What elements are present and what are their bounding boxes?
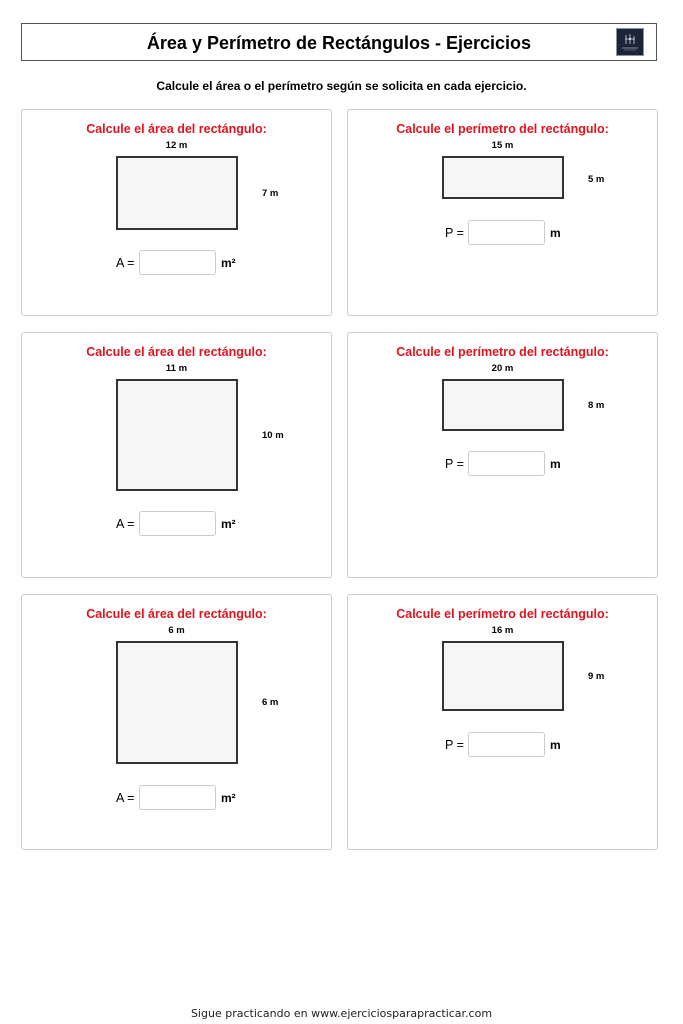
height-label: 7 m (262, 188, 279, 199)
site-logo (616, 28, 644, 56)
answer-unit: m (550, 457, 561, 471)
exercise-title: Calcule el área del rectángulo: (86, 345, 267, 359)
logo-icon (617, 29, 643, 55)
height-label: 5 m (588, 174, 605, 185)
exercise-card-5 (21, 594, 332, 850)
exercise-card-1 (21, 109, 332, 316)
height-label: 10 m (262, 430, 284, 441)
width-label: 6 m (168, 625, 185, 636)
answer-unit: m (550, 738, 561, 752)
answer-label: P = (445, 738, 464, 752)
exercise-title: Calcule el perímetro del rectángulo: (396, 122, 609, 136)
page-header (21, 23, 657, 61)
answer-label: A = (116, 791, 135, 805)
width-label: 11 m (165, 363, 188, 374)
answer-input[interactable] (139, 511, 216, 536)
width-label: 16 m (491, 625, 514, 636)
answer-label: A = (116, 256, 135, 270)
answer-unit: m² (221, 256, 236, 270)
exercise-title: Calcule el perímetro del rectángulo: (396, 607, 609, 621)
footer-text: Sigue practicando en www.ejerciciosparapracticar.com (190, 1007, 493, 1020)
answer-input[interactable] (139, 785, 216, 810)
exercise-title: Calcule el área del rectángulo: (86, 122, 267, 136)
exercise-card-4 (347, 332, 658, 578)
rectangle-figure (116, 156, 238, 230)
answer-input[interactable] (468, 220, 545, 245)
rectangle-figure (442, 156, 564, 199)
height-label: 8 m (588, 400, 605, 411)
answer-input[interactable] (139, 250, 216, 275)
rectangle-figure (442, 641, 564, 711)
exercise-card-6 (347, 594, 658, 850)
exercise-title: Calcule el perímetro del rectángulo: (396, 345, 609, 359)
answer-unit: m (550, 226, 561, 240)
instructions: Calcule el área o el perímetro según se solicita en cada ejercicio. (156, 79, 527, 93)
exercise-card-3 (21, 332, 332, 578)
answer-input[interactable] (468, 732, 545, 757)
height-label: 9 m (588, 671, 605, 682)
height-label: 6 m (262, 697, 279, 708)
rectangle-figure (442, 379, 564, 431)
width-label: 12 m (165, 140, 188, 151)
answer-label: P = (445, 226, 464, 240)
answer-unit: m² (221, 791, 236, 805)
page-title: Área y Perímetro de Rectángulos - Ejercicios (146, 33, 532, 53)
answer-input[interactable] (468, 451, 545, 476)
answer-label: A = (116, 517, 135, 531)
answer-label: P = (445, 457, 464, 471)
width-label: 15 m (491, 140, 514, 151)
width-label: 20 m (491, 363, 514, 374)
answer-unit: m² (221, 517, 236, 531)
exercise-card-2 (347, 109, 658, 316)
exercise-title: Calcule el área del rectángulo: (86, 607, 267, 621)
rectangle-figure (116, 379, 238, 491)
rectangle-figure (116, 641, 238, 764)
